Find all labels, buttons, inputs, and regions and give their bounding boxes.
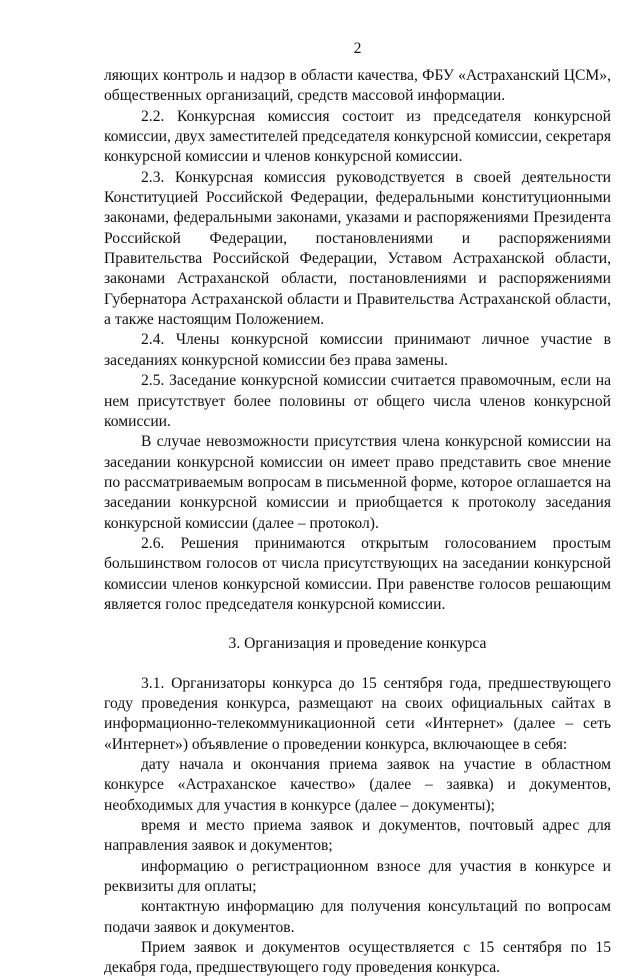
list-item-fee: информацию о регистрационном взносе для участия в конкурсе и реквизиты для оплаты; xyxy=(104,857,611,896)
paragraph-2-2: 2.2. Конкурсная комиссия состоит из председателя конкурсной комиссии, двух заместителей председателя конкурсной комиссии, секретаря конкурсной комиссии и членов конкурсной комиссии. xyxy=(104,107,611,166)
section-3-heading: 3. Организация и проведение конкурса xyxy=(228,635,487,653)
list-item-contacts: контактную информацию для получения консультаций по вопросам подачи заявок и документов. xyxy=(104,898,611,936)
paragraph-3-1: 3.1. Организаторы конкурса до 15 сентября года, предшествующего году проведения конкурса, размещают на своих официальных сайтах в информационно-телекоммуникационной сети «Интернет» (далее – сеть «Интернет») объявление о проведении конкурса, включающее в себя: xyxy=(104,674,611,753)
list-item-place: время и место приема заявок и документов, почтовый адрес для направления заявок и документов; xyxy=(104,817,611,855)
paragraph-2-3: 2.3. Конкурсная комиссия руководствуется в своей деятельности Конституцией Российской Федерации, федеральными конституционными законами, федеральными законами, указами и распоряжениями Президента Российской Федерации, постановлениями и распоряжениями Правительства Российской Федерации, Уставом Астраханской области, законами Астраханской области, постановлениями и распоряжениями Губернатора Астраханской области и Правительства Астраханской области, а также настоящим Положением. xyxy=(104,168,611,329)
paragraph-2-4: 2.4. Члены конкурсной комиссии принимают личное участие в заседаниях конкурсной комиссии без права замены. xyxy=(104,331,611,369)
list-item-dates: дату начала и окончания приема заявок на участие в областном конкурсе «Астраханское качество» (далее – заявка) и документов, необходимых для участия в конкурсе (далее – документы); xyxy=(104,756,611,814)
paragraph-2-5-absence: В случае невозможности присутствия члена конкурсной комиссии на заседании конкурсной комиссии он имеет право представить свое мнение по рассматриваемым вопросам в письменной форме, которое оглашается на заседании конкурсной комиссии и приобщается к протоколу заседания конкурсной комиссии (далее – протокол). xyxy=(104,433,611,532)
paragraph-2-6: 2.6. Решения принимаются открытым голосованием простым большинством голосов от числа присутствующих на заседании конкурсной комиссии членов конкурсной комиссии. При равенстве голосов решающим является голос председателя конкурсной комиссии. xyxy=(104,534,611,613)
page-number: 2 xyxy=(353,40,362,57)
paragraph-acceptance-period: Прием заявок и документов осуществляется с 15 сентября по 15 декабря года, предшествующего году проведения конкурса. xyxy=(104,939,611,977)
paragraph-2-1-continuation: ляющих контроль и надзор в области качества, ФБУ «Астраханский ЦСМ», общественных организаций, средств массовой информации. xyxy=(104,67,611,105)
paragraph-2-5: 2.5. Заседание конкурсной комиссии считается правомочным, если на нем присутствует более половины от общего числа членов конкурсной комиссии. xyxy=(104,372,611,430)
